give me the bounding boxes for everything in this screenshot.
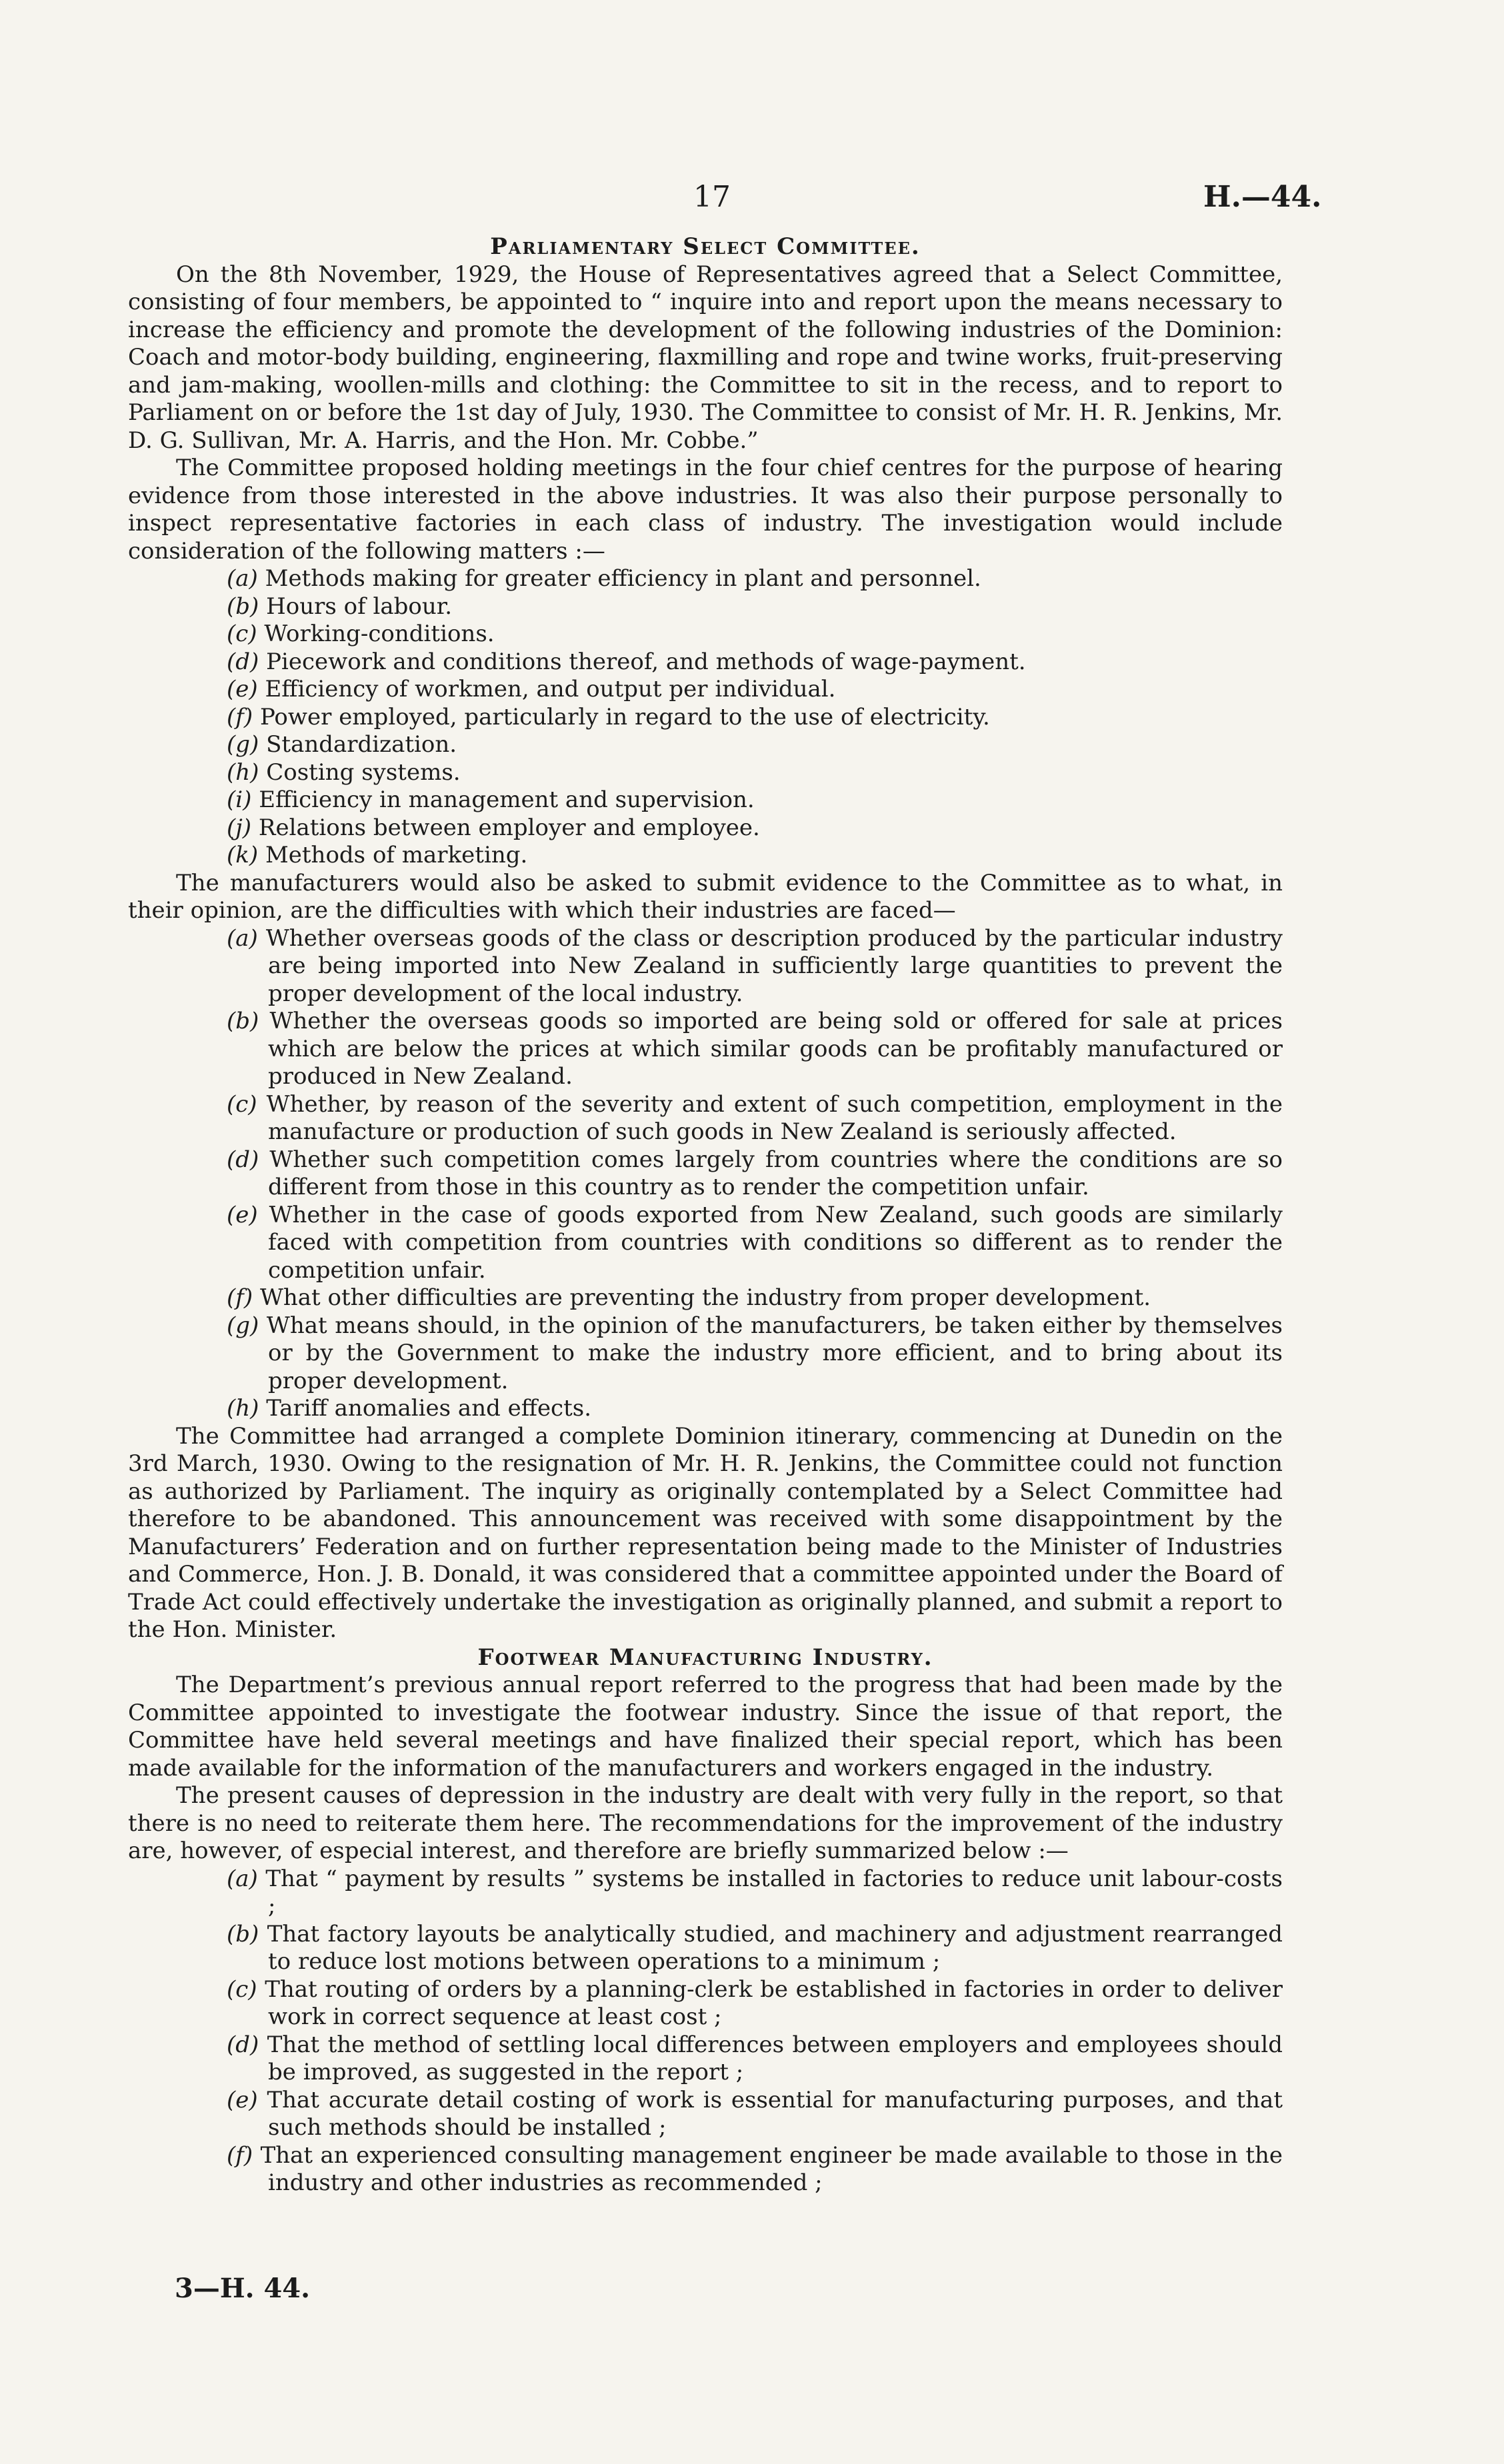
list-item: (c) Whether, by reason of the severity and extent of such competition, employment in the manufacture or production of such goods in New Zealand is seriously affected. [227,1090,1283,1145]
paragraph: On the 8th November, 1929, the House of Representatives agreed that a Select Committee, consisting of four members, be appointed to “ inquire into and report upon the means necessary to increase the efficiency and promote the development of the following industries of the Dominion: Coach and motor-body building, engineering, flaxmilling and rope and twine works, fruit-preserving and jam-making, woollen-mills and clothing: the Committee to sit in the recess, and to report to Parliament on or before the 1st day of July, 1930. The Committee to consist of Mr. H. R. Jenkins, Mr. D. G. Sullivan, Mr. A. Harris, and the Hon. Mr. Cobbe.” [128,261,1283,454]
list-item: (f) What other difficulties are preventing the industry from proper development. [227,1284,1151,1311]
list-item: (h) Costing systems. [227,758,461,786]
recommendations-list [128,1865,1283,2197]
list-item: (a) That “ payment by results ” systems be installed in factories to reduce unit labour-costs ; [227,1865,1283,1919]
section-heading-footwear: Footwear Manufacturing Industry. [477,1644,933,1671]
list-item: (e) Whether in the case of goods exported from New Zealand, such goods are similarly faced with competition from countries with conditions so different as to render the competition unfair. [227,1201,1283,1284]
list-item: (g) What means should, in the opinion of the manufacturers, be taken either by themselves or by the Government to make the industry more efficient, and to bring about its proper development. [227,1312,1283,1394]
body-text [128,233,1283,2197]
list-item: (i) Efficiency in management and supervision. [227,786,755,813]
list-item: (d) Piecework and conditions thereof, and methods of wage-payment. [227,648,1026,675]
list-item: (f) Power employed, particularly in regard to the use of electricity. [227,703,990,730]
paragraph: The present causes of depression in the industry are dealt with very fully in the report, so that there is no need to reiterate them here. The recommendations for the improvement of the industry are, however, of especial interest, and therefore are briefly summarized below :— [128,1782,1283,1864]
list-item: (a) Whether overseas goods of the class or description produced by the particular industry are being imported into New Zealand in sufficiently large quantities to prevent the proper development of the local industry. [227,924,1283,1007]
matters-list [128,565,1283,870]
document-reference: H.—44. [1203,180,1322,214]
list-item: (b) Whether the overseas goods so imported are being sold or offered for sale at prices which are below the prices at which similar goods can be profitably manufactured or produced in New Zealand. [227,1008,1283,1090]
list-item: (d) That the method of settling local differences between employers and employees should be improved, as suggested in the report ; [227,2031,1283,2085]
list-item: (d) Whether such competition comes largely from countries where the conditions are so different from those in this country as to render the competition unfair. [227,1146,1283,1200]
list-item: (g) Standardization. [227,731,457,758]
list-item: (a) Methods making for greater efficiency in plant and personnel. [227,565,981,592]
list-item: (e) That accurate detail costing of work is essential for manufacturing purposes, and that such methods should be installed ; [227,2086,1283,2141]
signature-mark: 3—H. 44. [175,2273,311,2304]
list-item: (f) That an experienced consulting management engineer be made available to those in the industry and other industries as recommended ; [227,2141,1283,2196]
list-item: (h) Tariff anomalies and effects. [227,1395,592,1422]
paragraph: The Committee had arranged a complete Dominion itinerary, commencing at Dunedin on the 3rd March, 1930. Owing to the resignation of Mr. H. R. Jenkins, the Committee could not function as authorized by Parliament. The inquiry as originally contemplated by a Select Committee had therefore to be abandoned. This announcement was received with some disappointment by the Manufacturers’ Federation and on further representation being made to the Minister of Industries and Commerce, Hon. J. B. Donald, it was considered that a committee appointed under the Board of Trade Act could effectively undertake the investigation as originally planned, and submit a report to the Hon. Minister. [128,1422,1283,1643]
list-item: (e) Efficiency of workmen, and output per individual. [227,676,836,702]
paragraph: The manufacturers would also be asked to submit evidence to the Committee as to what, in their opinion, are the difficulties with which their industries are faced— [128,869,1283,924]
list-item: (j) Relations between employer and employee. [227,814,760,841]
paragraph: The Department’s previous annual report referred to the progress that had been made by the Committee appointed to investigate the footwear industry. Since the issue of that report, the Committee have held several meetings and have finalized their special report, which has been made available for the information of the manufacturers and workers engaged in the industry. [128,1672,1283,1782]
list-item: (c) Working-conditions. [227,620,495,647]
list-item: (c) That routing of orders by a planning-clerk be established in factories in order to deliver work in correct sequence at least cost ; [227,1975,1283,2030]
difficulties-list [128,925,1283,1423]
list-item: (b) Hours of labour. [227,593,453,620]
list-item: (k) Methods of marketing. [227,842,528,868]
page-number: 17 [693,180,731,214]
list-item: (b) That factory layouts be analytically studied, and machinery and adjustment rearranged to reduce lost motions between operations to a minimum ; [227,1920,1283,1975]
section-heading-select-committee: Parliamentary Select Committee. [490,233,921,260]
paragraph: The Committee proposed holding meetings in the four chief centres for the purpose of hearing evidence from those interested in the above industries. It was also their purpose personally to inspect representative factories in each class of industry. The investigation would include consideration of the following matters :— [128,455,1283,565]
